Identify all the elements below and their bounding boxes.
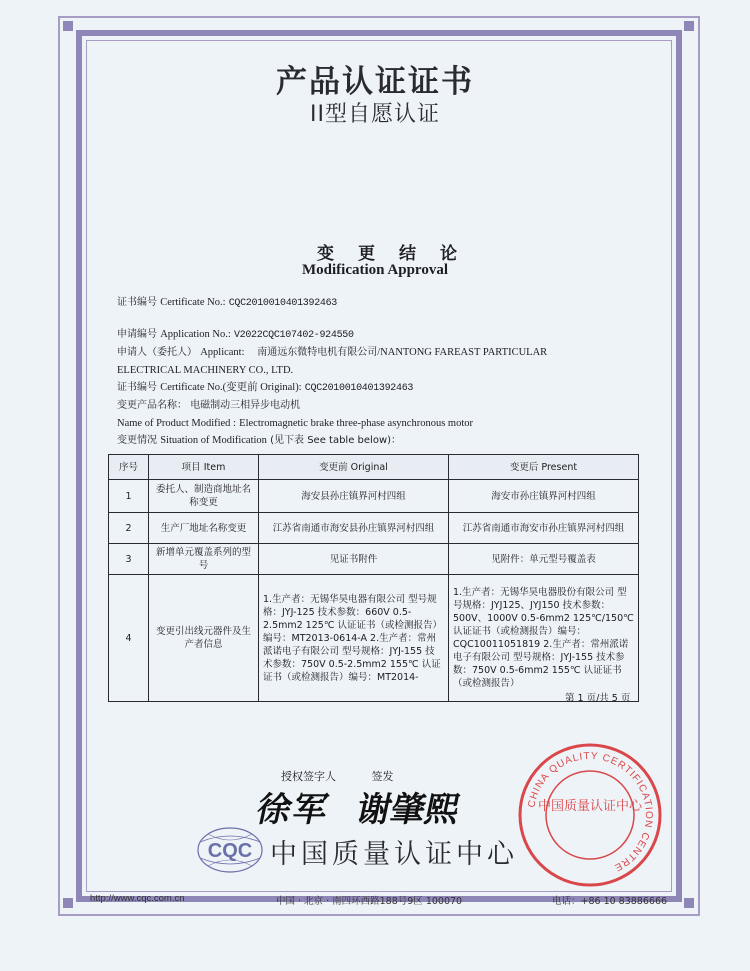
corner-ornament xyxy=(684,21,694,31)
cqc-logo-text: CQC xyxy=(207,840,253,862)
application-no-line: 申请编号 Application No.: V2022CQC107402-924550 xyxy=(117,329,354,341)
table-row: 4 变更引出线元器件及生产者信息 1.生产者：无锡华昊电器有限公司 型号规格：JYJ-125 技术参数：660V 0.5-2.5mm2 125℃ 认证证书（或检测报告）编号：MT2013-0614-A 2.生产者：常州派诺电子有限公司 型号规格：JYJ-155 技术参数：750V 0.5-2.5mm2 155℃ 认证证书（或检测报告）编号：MT2014- 1.生产者：无锡华昊电器股份有限公司 型号规格：JYJ125、JYJ150 技术参数：500V、1000V 0.5-6mm2 125℃/150℃ 认证证书（或检测报告）编号：CQC10011051819 2.生产者：常州派诺电子有限公司 型号规格：JYJ-155 技术参数：750V 0.5-6mm2 155℃ 认证证书（或检测报告） xyxy=(109,575,639,702)
website-link[interactable]: http://www.cqc.com.cn xyxy=(90,893,185,904)
header-item: 项目 Item xyxy=(149,455,259,480)
prev-cert-line: 证书编号 Certificate No.(变更前 Original): CQC2010010401392463 xyxy=(117,382,414,394)
corner-ornament xyxy=(684,898,694,908)
applicant-name-en: /NANTONG FAREAST PARTICULAR xyxy=(377,347,548,358)
section-title-en: Modification Approval xyxy=(302,262,448,278)
footer xyxy=(86,888,672,908)
table-header-row xyxy=(109,455,639,480)
certificate-subtitle: II型自愿认证 xyxy=(310,102,440,127)
issuer-label: 签发 xyxy=(371,770,394,783)
header-present: 变更后 Present xyxy=(449,455,639,480)
prev-cert-value: CQC2010010401392463 xyxy=(304,383,414,394)
table-row: 2 生产厂地址名称变更 江苏省南通市海安县孙庄镇界河村四组 江苏省南通市海安市孙庄镇界河村四组 xyxy=(109,513,639,544)
table-row: 3 新增单元覆盖系列的型号 见证书附件 见附件：单元型号覆盖表 xyxy=(109,544,639,575)
svg-text:CHINA QUALITY CERTIFICATION CE: CHINA QUALITY CERTIFICATION CENTRE xyxy=(526,750,655,874)
issuer-signature: 谢肇熙 xyxy=(353,790,464,830)
cqc-logo-icon xyxy=(196,826,264,874)
modification-table xyxy=(108,454,639,702)
header-no: 序号 xyxy=(109,455,149,480)
situation-line: 变更情况 Situation of Modification (见下表 See table below)： xyxy=(117,435,402,446)
phone: 电话：+86 10 83886666 xyxy=(552,896,668,907)
corner-ornament xyxy=(63,21,73,31)
application-no-value: V2022CQC107402-924550 xyxy=(233,330,354,341)
page-number: 第 1 页/共 5 页 xyxy=(565,693,631,704)
table-row: 1 委托人、制造商地址名称变更 海安县孙庄镇界河村四组 海安市孙庄镇界河村四组 xyxy=(109,480,639,513)
product-name-cn: 电磁制动三相异步电动机 xyxy=(190,400,301,411)
corner-ornament xyxy=(63,898,73,908)
signer-signature: 徐军 xyxy=(253,790,334,830)
certificate-title: 产品认证证书 xyxy=(276,64,474,100)
product-name-line: 变更产品名称： 电磁制动三相异步电动机 xyxy=(117,400,301,411)
official-seal-icon xyxy=(515,740,665,890)
cert-no-value: CQC2010010401392463 xyxy=(228,298,338,309)
cert-no-line: 证书编号 Certificate No.: CQC2010010401392463 xyxy=(117,297,338,309)
applicant-name-cn: 南通远东微特电机有限公司 xyxy=(257,347,378,358)
signer-label: 授权签字人 xyxy=(281,770,336,783)
stamp-center-text: 中国质量认证中心 xyxy=(537,799,643,814)
address: 中国 · 北京 · 南四环西路188号9区 100070 xyxy=(276,896,463,907)
product-name-en: Electromagnetic brake three-phase asynchronous motor xyxy=(239,418,473,429)
applicant-line: 申请人（委托人） Applicant: 南通远东微特电机有限公司/NANTONG FAREAST PARTICULAR xyxy=(117,347,548,358)
organization-name: 中国质量认证中心 xyxy=(270,839,518,870)
section-title-cn: 变更结论 xyxy=(317,244,481,264)
product-name-en-line: Name of Product Modified : Electromagnetic brake three-phase asynchronous motor xyxy=(117,418,473,429)
header-original: 变更前 Original xyxy=(259,455,449,480)
applicant-line-2: ELECTRICAL MACHINERY CO., LTD. xyxy=(117,365,294,376)
